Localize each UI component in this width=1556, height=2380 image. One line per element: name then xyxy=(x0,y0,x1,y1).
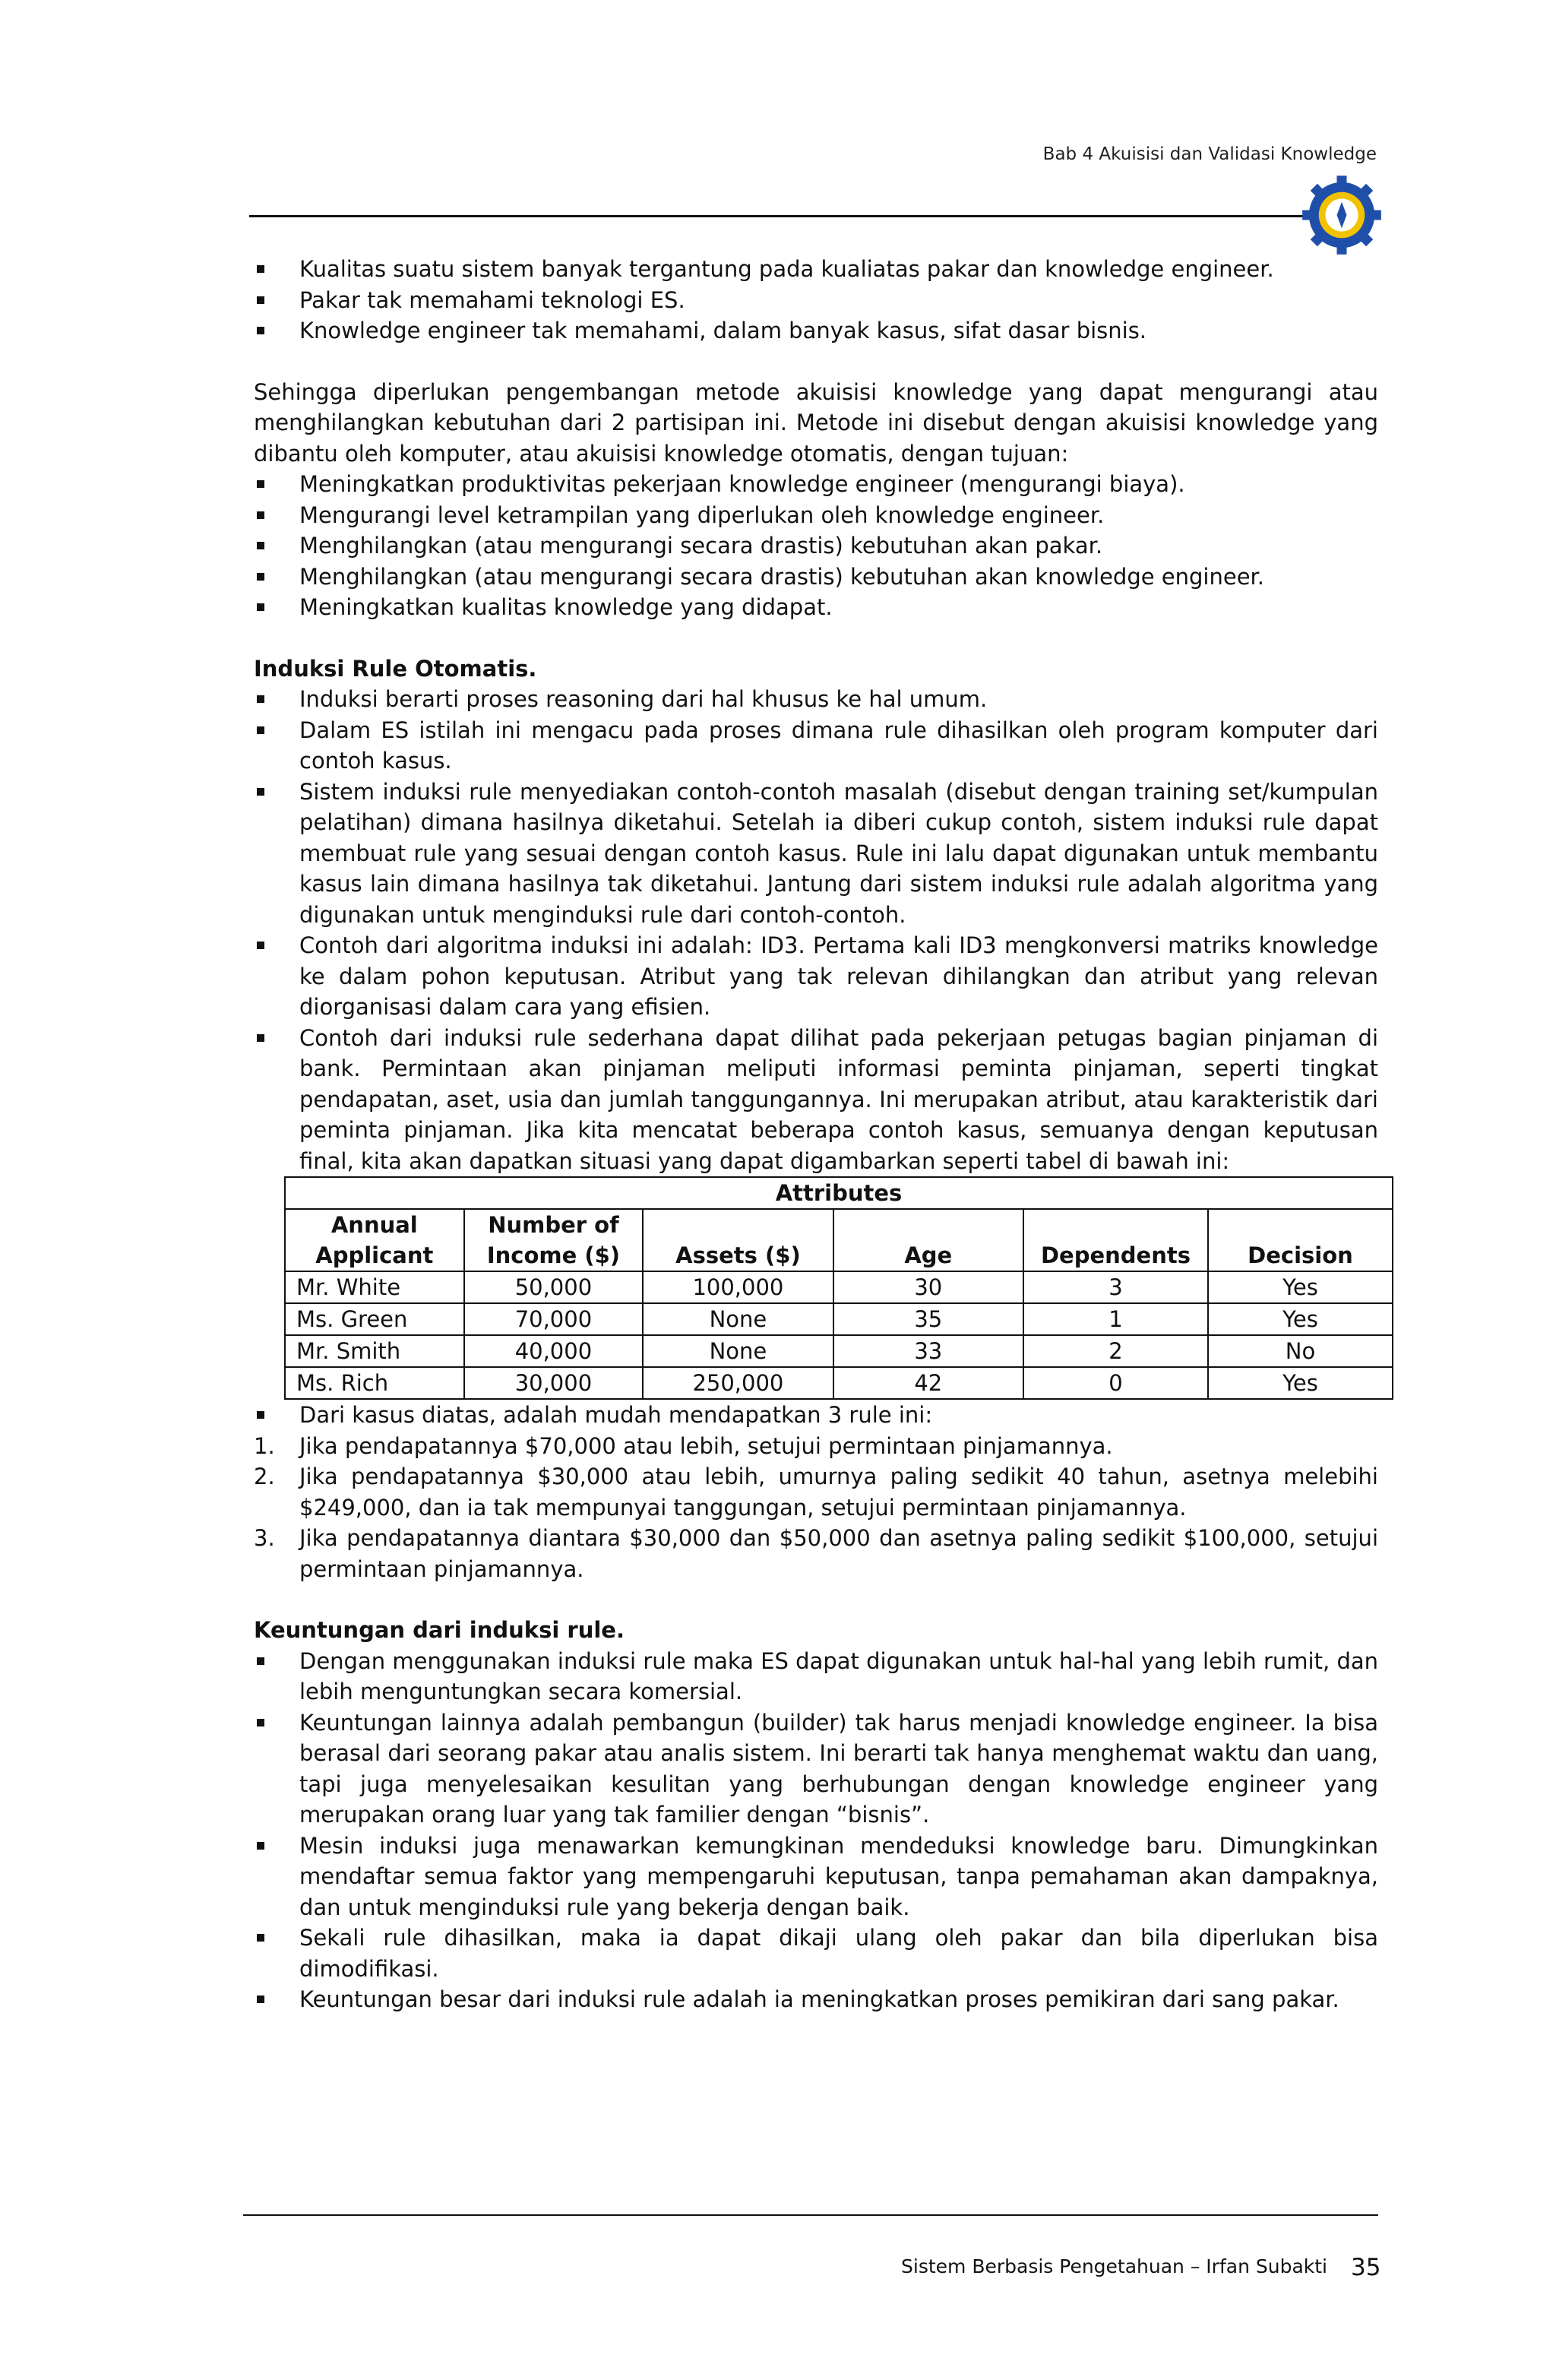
column-header: Annual Applicant xyxy=(285,1209,464,1271)
list-item: Menghilangkan (atau mengurangi secara drastis) kebutuhan akan knowledge engineer. xyxy=(254,562,1378,593)
table-cell: 1 xyxy=(1023,1303,1208,1335)
list-item: Pakar tak memahami teknologi ES. xyxy=(254,285,1378,316)
table-cell: 30,000 xyxy=(464,1367,644,1399)
section-heading: Keuntungan dari induksi rule. xyxy=(254,1617,625,1643)
list-item: Meningkatkan kualitas knowledge yang didapat. xyxy=(254,592,1378,623)
table-cell: 42 xyxy=(833,1367,1023,1399)
table-cell: No xyxy=(1208,1335,1393,1367)
list-item: Sekali rule dihasilkan, maka ia dapat dikaji ulang oleh pakar dan bila diperlukan bisa dimodifikasi. xyxy=(254,1923,1378,1984)
list-item: Mesin induksi juga menawarkan kemungkinan mendeduksi knowledge baru. Dimungkinkan mendaftar semua faktor yang mempengaruhi keputusan, tanpa pemahaman akan dampaknya, dan untuk menginduksi rule yang bekerja dengan baik. xyxy=(254,1831,1378,1923)
table-cell: Yes xyxy=(1208,1303,1393,1335)
table-cell: 250,000 xyxy=(643,1367,833,1399)
list-item: Knowledge engineer tak memahami, dalam banyak kasus, sifat dasar bisnis. xyxy=(254,315,1378,347)
list-item: Menghilangkan (atau mengurangi secara drastis) kebutuhan akan pakar. xyxy=(254,530,1378,562)
table-cell: None xyxy=(643,1303,833,1335)
list-item: Keuntungan besar dari induksi rule adalah ia meningkatkan proses pemikiran dari sang pakar. xyxy=(254,1984,1378,2015)
table-row xyxy=(285,1367,1393,1399)
list-text: Jika pendapatannya $70,000 atau lebih, setujui permintaan pinjamannya. xyxy=(299,1432,1113,1459)
list-item: Contoh dari induksi rule sederhana dapat dilihat pada pekerjaan petugas bagian pinjaman di bank. Permintaan akan pinjaman meliputi informasi peminta pinjaman, seperti tingkat pendapatan, aset, usia dan jumlah tanggungannya. Ini merupakan atribut, atau karakteristik dari peminta pinjaman. Jika kita mencatat beberapa contoh kasus, semuanya dengan keputusan final, kita akan dapatkan situasi yang dapat digambarkan seperti tabel di bawah ini: xyxy=(254,1023,1378,1177)
section-heading: Induksi Rule Otomatis. xyxy=(254,655,537,682)
list-item: Meningkatkan produktivitas pekerjaan knowledge engineer (mengurangi biaya). xyxy=(254,469,1378,500)
column-header: Dependents xyxy=(1023,1209,1208,1271)
page-content xyxy=(254,254,1378,2015)
list-item xyxy=(254,1461,1378,1523)
table-row xyxy=(285,1303,1393,1335)
table-row xyxy=(285,1335,1393,1367)
list-item: Keuntungan lainnya adalah pembangun (builder) tak harus menjadi knowledge engineer. Ia bisa berasal dari seorang pakar atau analis sistem. Ini berarti tak hanya menghemat waktu dan uang, tapi juga menyelesaikan kesulitan yang berhubungan dengan knowledge engineer yang merupakan orang luar yang tak familier dengan “bisnis”. xyxy=(254,1707,1378,1831)
footer-rule xyxy=(243,2214,1378,2216)
list-number: 2. xyxy=(254,1464,275,1489)
table-cell: 0 xyxy=(1023,1367,1208,1399)
list-item: Dari kasus diatas, adalah mudah mendapatkan 3 rule ini: xyxy=(254,1400,1378,1431)
table-cell: 33 xyxy=(833,1335,1023,1367)
column-header: Assets ($) xyxy=(643,1209,833,1271)
table-cell: 30 xyxy=(833,1271,1023,1303)
table-cell: Yes xyxy=(1208,1271,1393,1303)
table-cell: 100,000 xyxy=(643,1271,833,1303)
goals-bullet-list xyxy=(254,469,1378,623)
list-item: Kualitas suatu sistem banyak tergantung pada kualiatas pakar dan knowledge engineer. xyxy=(254,254,1378,285)
table-cell: Mr. White xyxy=(285,1271,464,1303)
list-item: Dalam ES istilah ini mengacu pada proses dimana rule dihasilkan oleh program komputer dari contoh kasus. xyxy=(254,715,1378,777)
induction-bullet-list xyxy=(254,684,1378,1176)
table-cell: 70,000 xyxy=(464,1303,644,1335)
paragraph: Sehingga diperlukan pengembangan metode akuisisi knowledge yang dapat mengurangi atau menghilangkan kebutuhan dari 2 partisipan ini. Metode ini disebut dengan akuisisi knowledge yang dibantu oleh komputer, atau akuisisi knowledge otomatis, dengan tujuan: xyxy=(254,378,1378,467)
column-header: Age xyxy=(833,1209,1023,1271)
rules-numbered-list xyxy=(254,1431,1378,1585)
list-number: 1. xyxy=(254,1432,275,1459)
list-item: Contoh dari algoritma induksi ini adalah: ID3. Pertama kali ID3 mengkonversi matriks knowledge ke dalam pohon keputusan. Atribut yang tak relevan dihilangkan dan atribut yang relevan diorganisasi dalam cara yang efisien. xyxy=(254,930,1378,1023)
university-logo-icon xyxy=(1301,173,1383,257)
benefits-bullet-list xyxy=(254,1646,1378,2015)
header-rule xyxy=(249,215,1313,217)
table-cell: Ms. Green xyxy=(285,1303,464,1335)
list-number: 3. xyxy=(254,1525,275,1551)
table-cell: Yes xyxy=(1208,1367,1393,1399)
table-row xyxy=(285,1271,1393,1303)
column-header: Number of Income ($) xyxy=(464,1209,644,1271)
rules-intro-list xyxy=(254,1400,1378,1431)
list-item: Induksi berarti proses reasoning dari hal khusus ke hal umum. xyxy=(254,684,1378,715)
list-item: Dengan menggunakan induksi rule maka ES dapat digunakan untuk hal-hal yang lebih rumit, dan lebih menguntungkan secara komersial. xyxy=(254,1646,1378,1707)
chapter-title: Bab 4 Akuisisi dan Validasi Knowledge xyxy=(1042,144,1377,164)
attributes-table xyxy=(284,1176,1393,1400)
column-header: Decision xyxy=(1208,1209,1393,1271)
list-text: Jika pendapatannya diantara $30,000 dan $50,000 dan asetnya paling sedikit $100,000, setujui permintaan pinjamannya. xyxy=(299,1525,1378,1582)
table-cell: Ms. Rich xyxy=(285,1367,464,1399)
footer-text: Sistem Berbasis Pengetahuan – Irfan Subakti xyxy=(901,2255,1327,2277)
table-cell: 35 xyxy=(833,1303,1023,1335)
table-cell: 3 xyxy=(1023,1271,1208,1303)
list-item: Sistem induksi rule menyediakan contoh-contoh masalah (disebut dengan training set/kumpulan pelatihan) dimana hasilnya diketahui. Setelah ia diberi cukup contoh, sistem induksi rule dapat membuat rule yang sesuai dengan contoh kasus. Rule ini lalu dapat digunakan untuk membantu kasus lain dimana hasilnya tak diketahui. Jantung dari sistem induksi rule adalah algoritma yang digunakan untuk menginduksi rule dari contoh-contoh. xyxy=(254,777,1378,931)
table-cell: None xyxy=(643,1335,833,1367)
list-item xyxy=(254,1523,1378,1584)
table-cell: 2 xyxy=(1023,1335,1208,1367)
table-cell: 50,000 xyxy=(464,1271,644,1303)
list-item xyxy=(254,1431,1378,1462)
list-item: Mengurangi level ketrampilan yang diperlukan oleh knowledge engineer. xyxy=(254,500,1378,531)
intro-bullet-list xyxy=(254,254,1378,347)
page-number: 35 xyxy=(1351,2254,1381,2281)
table-cell: 40,000 xyxy=(464,1335,644,1367)
table-cell: Mr. Smith xyxy=(285,1335,464,1367)
table-group-header: Attributes xyxy=(285,1177,1393,1209)
list-text: Jika pendapatannya $30,000 atau lebih, umurnya paling sedikit 40 tahun, asetnya melebihi $249,000, dan ia tak mempunyai tanggungan, setujui permintaan pinjamannya. xyxy=(299,1464,1378,1521)
